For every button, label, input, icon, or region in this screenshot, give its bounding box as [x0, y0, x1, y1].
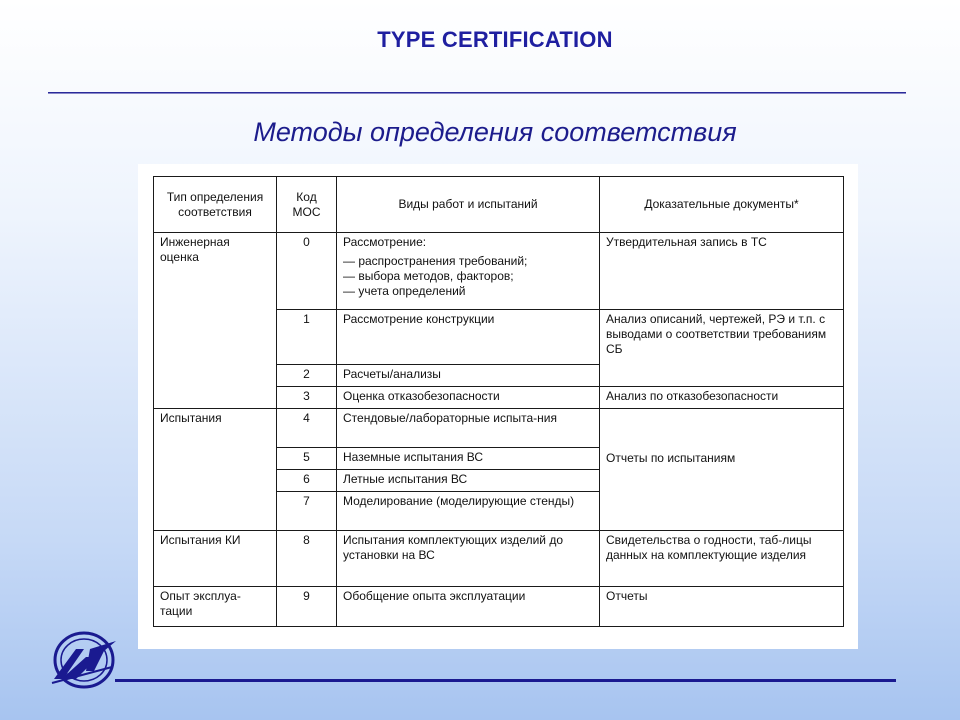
slide-subtitle: Методы определения соответствия — [253, 117, 737, 147]
cell-work: Обобщение опыта эксплуатации — [337, 587, 600, 627]
cell-doc: Свидетельства о годности, таб-лицы данных на комплектующие изделия — [600, 531, 844, 587]
cell-code: 8 — [277, 531, 337, 587]
header-type: Тип определения соответствия — [154, 177, 277, 233]
doc-test-reports: Отчеты по испытаниям — [606, 451, 736, 465]
work-detail: — учета определений — [343, 284, 466, 298]
group-tests: Испытания — [154, 409, 277, 531]
group-component-tests: Испытания КИ — [154, 531, 277, 587]
cell-work: Рассмотрение конструкции — [337, 310, 600, 365]
group-engineering: Инженерная оценка — [154, 233, 277, 409]
table-row — [154, 587, 844, 627]
work-title: Рассмотрение: — [343, 235, 427, 249]
cell-doc: Отчеты — [600, 587, 844, 627]
cell-doc: Анализ по отказобезопасности — [600, 387, 844, 409]
cell-work: Стендовые/лабораторные испыта-ния — [337, 409, 600, 448]
cell-work: Расчеты/анализы — [337, 365, 600, 387]
cell-code: 0 — [277, 233, 337, 310]
cell-code: 4 — [277, 409, 337, 448]
header-docs: Доказательные документы* — [600, 177, 844, 233]
footer-divider — [115, 679, 896, 682]
header-divider — [48, 92, 906, 94]
cell-work: Испытания комплектующих изделий до установки на ВС — [337, 531, 600, 587]
cell-code: 3 — [277, 387, 337, 409]
table-row — [154, 531, 844, 587]
cell-work — [337, 233, 600, 310]
cell-code: 5 — [277, 448, 337, 470]
group-operation: Опыт эксплуа-тации — [154, 587, 277, 627]
cell-doc: Анализ описаний, чертежей, РЭ и т.п. с выводами о соответствии требованиям СБ — [600, 310, 844, 365]
cell-work: Моделирование (моделирующие стенды) — [337, 492, 600, 531]
moc-table — [153, 176, 844, 627]
slide-title: TYPE CERTIFICATION — [377, 27, 613, 52]
header-works: Виды работ и испытаний — [337, 177, 600, 233]
header-code: Код МОС — [277, 177, 337, 233]
work-detail: — выбора методов, факторов; — [343, 269, 514, 283]
cell-doc: Утвердительная запись в ТС — [600, 233, 844, 310]
cell-code: 7 — [277, 492, 337, 531]
cell-code: 9 — [277, 587, 337, 627]
cell-work: Летные испытания ВС — [337, 470, 600, 492]
table-row — [154, 409, 844, 448]
cell-work: Оценка отказобезопасности — [337, 387, 600, 409]
cell-code: 6 — [277, 470, 337, 492]
cell-code: 2 — [277, 365, 337, 387]
cell-work: Наземные испытания ВС — [337, 448, 600, 470]
cell-doc — [600, 409, 844, 531]
company-logo-icon — [46, 627, 120, 693]
table-row — [154, 233, 844, 310]
cell-doc — [600, 365, 844, 387]
table-header-row — [154, 177, 844, 233]
cell-code: 1 — [277, 310, 337, 365]
work-detail: — распространения требований; — [343, 254, 528, 268]
